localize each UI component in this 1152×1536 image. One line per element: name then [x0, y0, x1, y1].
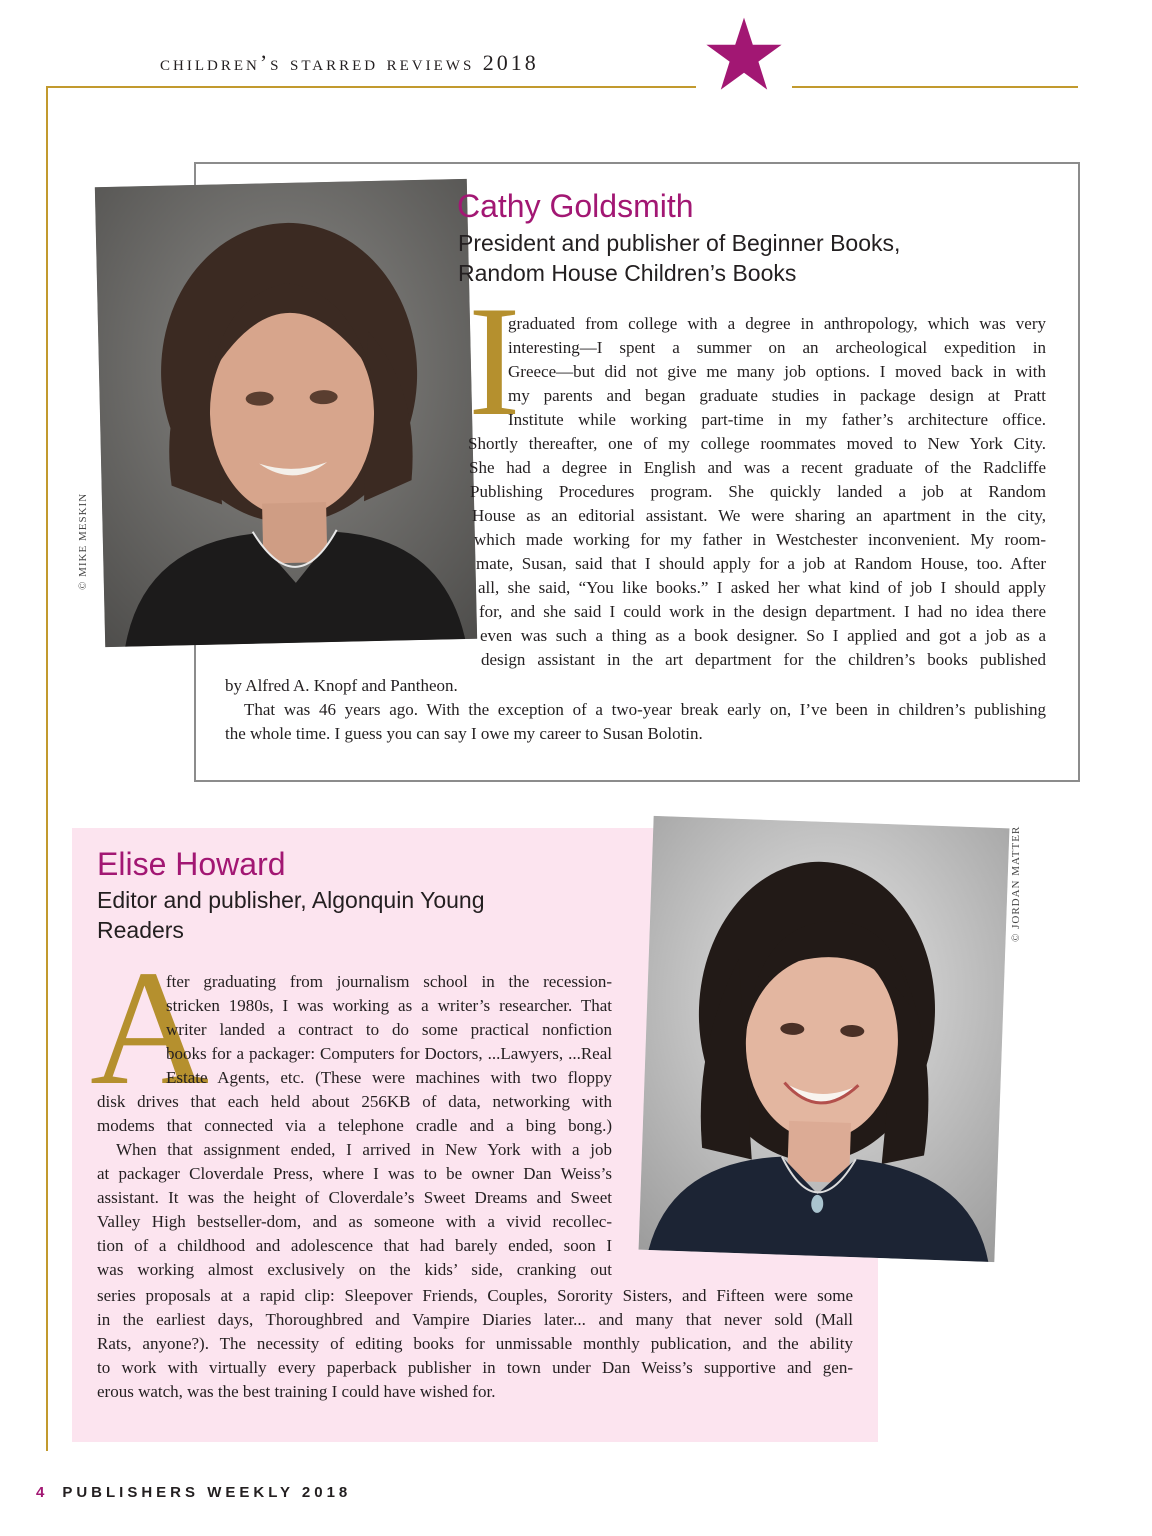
body-line: which made working for my father in Westchester inconvenient. My room- — [474, 530, 1046, 549]
body-line: interesting—I spent a summer on an archeological expedition in — [508, 338, 1046, 357]
body-line: modems that connected via a telephone cradle and a bing bong.) — [97, 1116, 612, 1135]
page-number: 4 — [36, 1484, 49, 1501]
body-line: design assistant in the art department for the children’s books published — [481, 650, 1046, 669]
body-line: series proposals at a rapid clip: Sleepover Friends, Couples, Sorority Sisters, and Fifteen were some — [97, 1286, 853, 1305]
profile-name: Elise Howard — [97, 846, 286, 882]
photo-credit: © MIKE MESKIN — [77, 492, 89, 590]
profile-role-line-2: Readers — [97, 917, 184, 943]
body-line: all, she said, “You like books.” I asked her what kind of job I should apply — [478, 578, 1046, 597]
body-line: to work with virtually every paperback publisher in town under Dan Weiss’s supportive and gen- — [97, 1358, 853, 1377]
body-line: That was 46 years ago. With the exception of a two-year break early on, I’ve been in children’s publishing — [244, 700, 1046, 719]
header-rule-left — [46, 86, 696, 88]
body-line: Greece—but did not give me many job options. I moved back in with — [508, 362, 1046, 381]
body-line: even was such a thing as a book designer. So I applied and got a job as a — [480, 626, 1046, 645]
body-line: disk drives that each held about 256KB of data, networking with — [97, 1092, 612, 1111]
body-line: Institute while working part-time in my father’s architecture office. — [508, 410, 1046, 429]
body-line: Shortly thereafter, one of my college roommates moved to New York City. — [468, 434, 1046, 453]
body-line: Rats, anyone?). The necessity of editing books for unmissable monthly publication, and the ability — [97, 1334, 853, 1353]
header-rule-right — [792, 86, 1078, 88]
photo-credit: © JORDAN MATTER — [1010, 825, 1022, 942]
drop-cap: A — [90, 936, 210, 1119]
drop-cap: I — [468, 274, 521, 449]
body-line: stricken 1980s, I was working as a writer’s researcher. That — [166, 996, 612, 1015]
body-line: mate, Susan, said that I should apply for a job at Random House, too. After — [476, 554, 1046, 573]
body-line: When that assignment ended, I arrived in New York with a job — [116, 1140, 612, 1159]
body-line: tion of a childhood and adolescence that had barely ended, soon I — [97, 1236, 612, 1255]
body-line: graduated from college with a degree in anthropology, which was very — [508, 314, 1046, 333]
body-line: my parents and began graduate studies in package design at Pratt — [508, 386, 1046, 405]
profile-role-line-1: Editor and publisher, Algonquin Young — [97, 887, 485, 913]
body-line: House as an editorial assistant. We were sharing an apartment in the city, — [472, 506, 1046, 525]
profile-name: Cathy Goldsmith — [457, 188, 694, 224]
body-line: Publishing Procedures program. She quickly landed a job at Random — [470, 482, 1046, 501]
profile-role-line-2: Random House Children’s Books — [458, 260, 797, 286]
body-line: erous watch, was the best training I could have wished for. — [97, 1382, 496, 1401]
body-line: for, and she said I could work in the design department. I had no idea there — [479, 602, 1046, 621]
section-title: children’s starred reviews 2018 — [160, 50, 539, 75]
body-line: writer landed a contract to do some practical nonfiction — [166, 1020, 612, 1039]
body-line: assistant. It was the height of Cloverdale’s Sweet Dreams and Sweet — [97, 1188, 612, 1207]
body-line: books for a packager: Computers for Doctors, ...Lawyers, ...Real — [166, 1044, 612, 1063]
star-icon — [704, 16, 784, 92]
body-line: She had a degree in English and was a recent graduate of the Radcliffe — [469, 458, 1046, 477]
body-line: Valley High bestseller-dom, and as someone with a vivid recollec- — [97, 1212, 612, 1231]
body-line: by Alfred A. Knopf and Pantheon. — [225, 676, 458, 695]
portrait-elise-howard — [639, 816, 1010, 1262]
margin-rule — [46, 86, 48, 1451]
body-line: at packager Cloverdale Press, where I was to be owner Dan Weiss’s — [97, 1164, 612, 1183]
body-line: fter graduating from journalism school in the recession- — [166, 972, 612, 991]
portrait-cathy-goldsmith — [95, 179, 477, 647]
body-line: the whole time. I guess you can say I owe my career to Susan Bolotin. — [225, 724, 703, 743]
publication-name: PUBLISHERS WEEKLY 2018 — [62, 1484, 352, 1501]
body-line: Estate Agents, etc. (These were machines with two floppy — [166, 1068, 612, 1087]
page-footer — [36, 1484, 351, 1501]
body-line: in the earliest days, Thoroughbred and Vampire Diaries later... and many that never sold (Mall — [97, 1310, 853, 1329]
profile-role-line-1: President and publisher of Beginner Books, — [458, 230, 901, 256]
body-line: was working almost exclusively on the kids’ side, cranking out — [97, 1260, 612, 1279]
